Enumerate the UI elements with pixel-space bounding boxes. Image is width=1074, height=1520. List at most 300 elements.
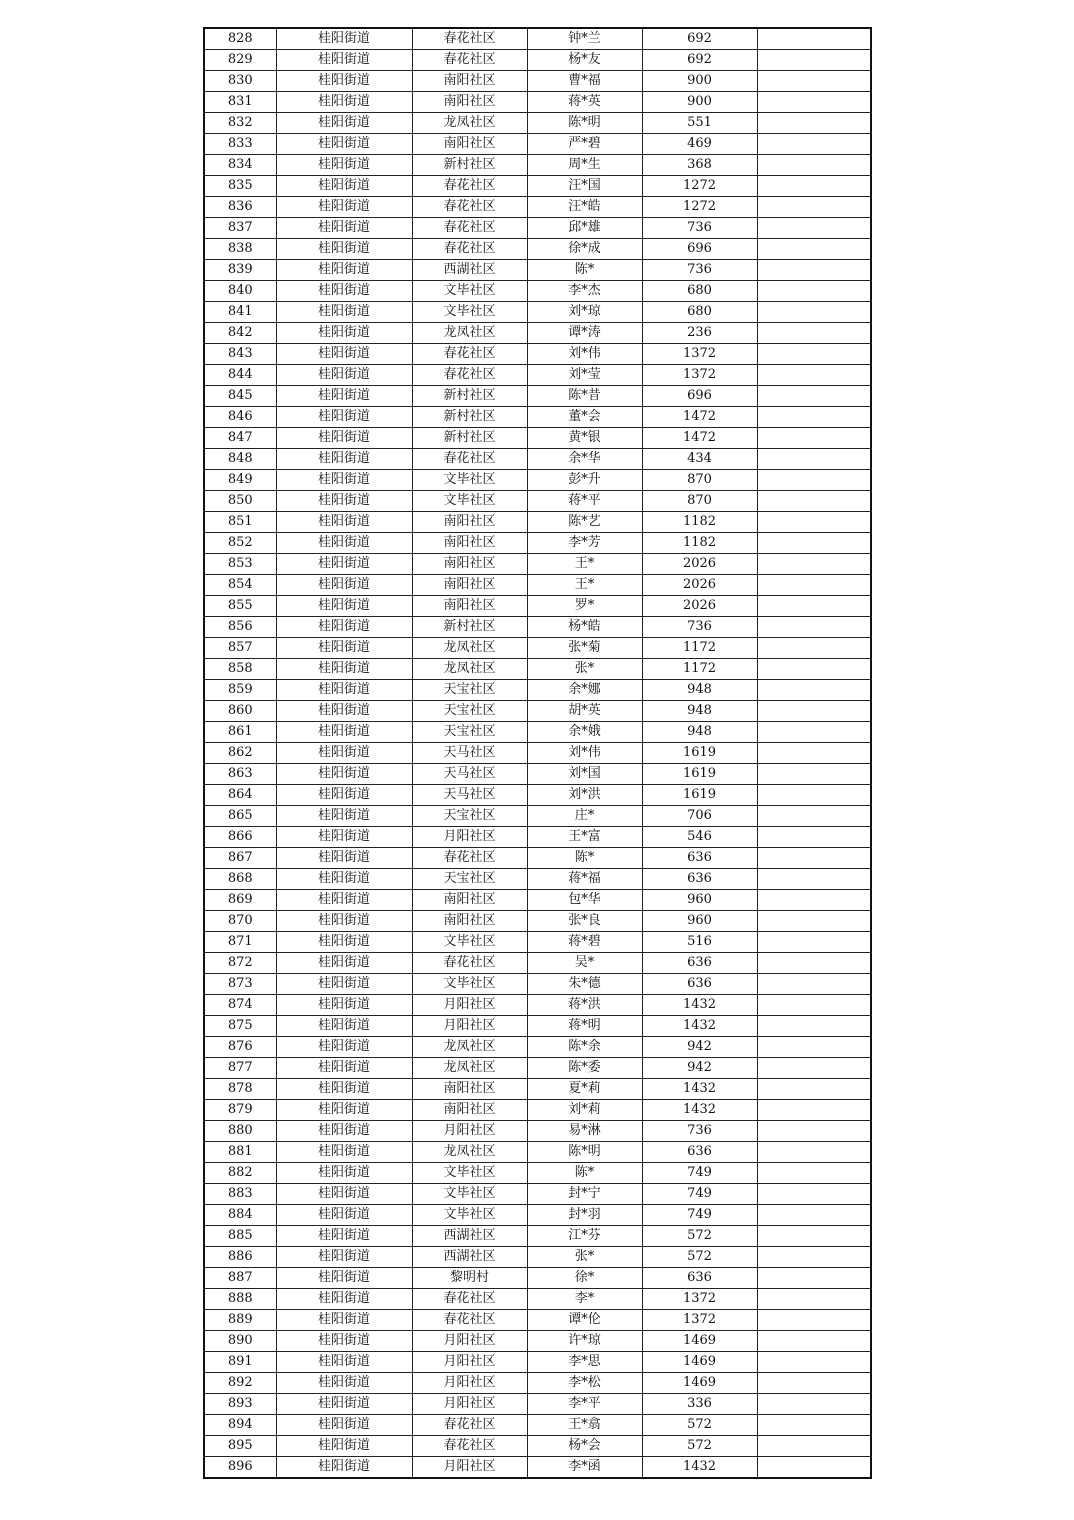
- table-row: [204, 554, 871, 575]
- amount-cell: 1432: [642, 1100, 757, 1121]
- community-cell: 黎明村: [412, 1268, 527, 1289]
- row-number-cell: 832: [204, 113, 276, 134]
- remark-cell: [757, 533, 871, 554]
- remark-cell: [757, 638, 871, 659]
- name-cell: 易*淋: [527, 1121, 642, 1142]
- community-cell: 春花社区: [412, 344, 527, 365]
- table-row: [204, 260, 871, 281]
- street-cell: 桂阳街道: [276, 953, 412, 974]
- street-cell: 桂阳街道: [276, 1394, 412, 1415]
- table-row: [204, 764, 871, 785]
- community-cell: 南阳社区: [412, 554, 527, 575]
- remark-cell: [757, 995, 871, 1016]
- community-cell: 月阳社区: [412, 1373, 527, 1394]
- street-cell: 桂阳街道: [276, 1100, 412, 1121]
- row-number-cell: 872: [204, 953, 276, 974]
- name-cell: 谭*伦: [527, 1310, 642, 1331]
- table-row: [204, 974, 871, 995]
- table-row: [204, 1184, 871, 1205]
- remark-cell: [757, 974, 871, 995]
- table-row: [204, 407, 871, 428]
- table-row: [204, 617, 871, 638]
- name-cell: 陈*明: [527, 1142, 642, 1163]
- community-cell: 文毕社区: [412, 491, 527, 512]
- street-cell: 桂阳街道: [276, 743, 412, 764]
- row-number-cell: 836: [204, 197, 276, 218]
- community-cell: 西湖社区: [412, 1247, 527, 1268]
- remark-cell: [757, 239, 871, 260]
- amount-cell: 1469: [642, 1331, 757, 1352]
- remark-cell: [757, 1184, 871, 1205]
- amount-cell: 960: [642, 890, 757, 911]
- remark-cell: [757, 281, 871, 302]
- name-cell: 吴*: [527, 953, 642, 974]
- amount-cell: 960: [642, 911, 757, 932]
- community-cell: 春花社区: [412, 28, 527, 50]
- name-cell: 刘*伟: [527, 344, 642, 365]
- table-row: [204, 806, 871, 827]
- name-cell: 罗*: [527, 596, 642, 617]
- name-cell: 李*松: [527, 1373, 642, 1394]
- table-row: [204, 1310, 871, 1331]
- name-cell: 李*杰: [527, 281, 642, 302]
- table-row: [204, 134, 871, 155]
- remark-cell: [757, 596, 871, 617]
- data-table: [203, 27, 872, 1479]
- street-cell: 桂阳街道: [276, 533, 412, 554]
- remark-cell: [757, 1289, 871, 1310]
- amount-cell: 749: [642, 1184, 757, 1205]
- street-cell: 桂阳街道: [276, 323, 412, 344]
- amount-cell: 680: [642, 302, 757, 323]
- community-cell: 天宝社区: [412, 680, 527, 701]
- community-cell: 春花社区: [412, 1436, 527, 1457]
- street-cell: 桂阳街道: [276, 1310, 412, 1331]
- row-number-cell: 857: [204, 638, 276, 659]
- row-number-cell: 851: [204, 512, 276, 533]
- community-cell: 龙凤社区: [412, 113, 527, 134]
- street-cell: 桂阳街道: [276, 155, 412, 176]
- name-cell: 王*: [527, 575, 642, 596]
- street-cell: 桂阳街道: [276, 659, 412, 680]
- remark-cell: [757, 785, 871, 806]
- street-cell: 桂阳街道: [276, 1163, 412, 1184]
- community-cell: 春花社区: [412, 449, 527, 470]
- remark-cell: [757, 1247, 871, 1268]
- amount-cell: 236: [642, 323, 757, 344]
- name-cell: 蒋*明: [527, 1016, 642, 1037]
- street-cell: 桂阳街道: [276, 1268, 412, 1289]
- remark-cell: [757, 71, 871, 92]
- remark-cell: [757, 1163, 871, 1184]
- name-cell: 包*华: [527, 890, 642, 911]
- community-cell: 新村社区: [412, 617, 527, 638]
- amount-cell: 368: [642, 155, 757, 176]
- row-number-cell: 892: [204, 1373, 276, 1394]
- table-row: [204, 1268, 871, 1289]
- community-cell: 南阳社区: [412, 512, 527, 533]
- street-cell: 桂阳街道: [276, 365, 412, 386]
- name-cell: 陈*: [527, 848, 642, 869]
- community-cell: 天宝社区: [412, 722, 527, 743]
- community-cell: 南阳社区: [412, 92, 527, 113]
- amount-cell: 948: [642, 680, 757, 701]
- street-cell: 桂阳街道: [276, 302, 412, 323]
- row-number-cell: 871: [204, 932, 276, 953]
- street-cell: 桂阳街道: [276, 890, 412, 911]
- remark-cell: [757, 176, 871, 197]
- remark-cell: [757, 911, 871, 932]
- row-number-cell: 861: [204, 722, 276, 743]
- table-row: [204, 743, 871, 764]
- community-cell: 月阳社区: [412, 1121, 527, 1142]
- community-cell: 文毕社区: [412, 1163, 527, 1184]
- community-cell: 月阳社区: [412, 995, 527, 1016]
- community-cell: 新村社区: [412, 155, 527, 176]
- community-cell: 南阳社区: [412, 911, 527, 932]
- table-row: [204, 281, 871, 302]
- amount-cell: 2026: [642, 554, 757, 575]
- street-cell: 桂阳街道: [276, 932, 412, 953]
- street-cell: 桂阳街道: [276, 71, 412, 92]
- street-cell: 桂阳街道: [276, 407, 412, 428]
- table-row: [204, 239, 871, 260]
- row-number-cell: 894: [204, 1415, 276, 1436]
- table-row: [204, 1079, 871, 1100]
- community-cell: 文毕社区: [412, 470, 527, 491]
- name-cell: 严*碧: [527, 134, 642, 155]
- remark-cell: [757, 1205, 871, 1226]
- remark-cell: [757, 869, 871, 890]
- name-cell: 汪*国: [527, 176, 642, 197]
- table-row: [204, 1142, 871, 1163]
- row-number-cell: 847: [204, 428, 276, 449]
- table-row: [204, 155, 871, 176]
- table-row: [204, 1226, 871, 1247]
- amount-cell: 572: [642, 1415, 757, 1436]
- amount-cell: 900: [642, 92, 757, 113]
- name-cell: 蒋*平: [527, 491, 642, 512]
- table-row: [204, 1205, 871, 1226]
- remark-cell: [757, 932, 871, 953]
- row-number-cell: 877: [204, 1058, 276, 1079]
- community-cell: 文毕社区: [412, 932, 527, 953]
- name-cell: 李*思: [527, 1352, 642, 1373]
- remark-cell: [757, 449, 871, 470]
- row-number-cell: 881: [204, 1142, 276, 1163]
- table-row: [204, 197, 871, 218]
- street-cell: 桂阳街道: [276, 344, 412, 365]
- table-row: [204, 344, 871, 365]
- name-cell: 陈*艺: [527, 512, 642, 533]
- street-cell: 桂阳街道: [276, 260, 412, 281]
- amount-cell: 1272: [642, 176, 757, 197]
- table-row: [204, 428, 871, 449]
- remark-cell: [757, 953, 871, 974]
- community-cell: 文毕社区: [412, 1184, 527, 1205]
- community-cell: 龙凤社区: [412, 1058, 527, 1079]
- name-cell: 汪*皓: [527, 197, 642, 218]
- amount-cell: 696: [642, 239, 757, 260]
- remark-cell: [757, 1268, 871, 1289]
- name-cell: 李*: [527, 1289, 642, 1310]
- row-number-cell: 852: [204, 533, 276, 554]
- community-cell: 南阳社区: [412, 533, 527, 554]
- remark-cell: [757, 50, 871, 71]
- community-cell: 月阳社区: [412, 1016, 527, 1037]
- name-cell: 许*琼: [527, 1331, 642, 1352]
- street-cell: 桂阳街道: [276, 1247, 412, 1268]
- remark-cell: [757, 659, 871, 680]
- street-cell: 桂阳街道: [276, 617, 412, 638]
- row-number-cell: 891: [204, 1352, 276, 1373]
- community-cell: 春花社区: [412, 50, 527, 71]
- name-cell: 邱*雄: [527, 218, 642, 239]
- amount-cell: 948: [642, 701, 757, 722]
- name-cell: 徐*: [527, 1268, 642, 1289]
- street-cell: 桂阳街道: [276, 1457, 412, 1479]
- name-cell: 陈*余: [527, 1037, 642, 1058]
- community-cell: 月阳社区: [412, 827, 527, 848]
- name-cell: 周*生: [527, 155, 642, 176]
- remark-cell: [757, 764, 871, 785]
- amount-cell: 2026: [642, 575, 757, 596]
- name-cell: 杨*会: [527, 1436, 642, 1457]
- row-number-cell: 869: [204, 890, 276, 911]
- name-cell: 刘*伟: [527, 743, 642, 764]
- table-row: [204, 218, 871, 239]
- table-row: [204, 470, 871, 491]
- row-number-cell: 865: [204, 806, 276, 827]
- remark-cell: [757, 680, 871, 701]
- amount-cell: 692: [642, 28, 757, 50]
- street-cell: 桂阳街道: [276, 218, 412, 239]
- name-cell: 王*翕: [527, 1415, 642, 1436]
- community-cell: 南阳社区: [412, 71, 527, 92]
- amount-cell: 636: [642, 1268, 757, 1289]
- name-cell: 余*娜: [527, 680, 642, 701]
- amount-cell: 749: [642, 1205, 757, 1226]
- row-number-cell: 839: [204, 260, 276, 281]
- street-cell: 桂阳街道: [276, 176, 412, 197]
- amount-cell: 336: [642, 1394, 757, 1415]
- remark-cell: [757, 113, 871, 134]
- amount-cell: 551: [642, 113, 757, 134]
- row-number-cell: 880: [204, 1121, 276, 1142]
- remark-cell: [757, 302, 871, 323]
- table-row: [204, 848, 871, 869]
- remark-cell: [757, 1016, 871, 1037]
- table-row: [204, 113, 871, 134]
- amount-cell: 1619: [642, 743, 757, 764]
- row-number-cell: 837: [204, 218, 276, 239]
- amount-cell: 1432: [642, 1457, 757, 1479]
- row-number-cell: 878: [204, 1079, 276, 1100]
- table-row: [204, 1457, 871, 1479]
- remark-cell: [757, 260, 871, 281]
- name-cell: 陈*昔: [527, 386, 642, 407]
- street-cell: 桂阳街道: [276, 1037, 412, 1058]
- table-row: [204, 869, 871, 890]
- name-cell: 张*良: [527, 911, 642, 932]
- street-cell: 桂阳街道: [276, 1289, 412, 1310]
- name-cell: 陈*: [527, 260, 642, 281]
- name-cell: 刘*莉: [527, 1100, 642, 1121]
- remark-cell: [757, 617, 871, 638]
- street-cell: 桂阳街道: [276, 491, 412, 512]
- table-row: [204, 1436, 871, 1457]
- name-cell: 陈*委: [527, 1058, 642, 1079]
- table-row: [204, 1352, 871, 1373]
- remark-cell: [757, 470, 871, 491]
- row-number-cell: 882: [204, 1163, 276, 1184]
- amount-cell: 736: [642, 260, 757, 281]
- table-row: [204, 785, 871, 806]
- amount-cell: 736: [642, 218, 757, 239]
- table-row: [204, 1331, 871, 1352]
- community-cell: 春花社区: [412, 365, 527, 386]
- table-row: [204, 638, 871, 659]
- community-cell: 春花社区: [412, 176, 527, 197]
- remark-cell: [757, 1373, 871, 1394]
- community-cell: 春花社区: [412, 197, 527, 218]
- row-number-cell: 835: [204, 176, 276, 197]
- name-cell: 李*芳: [527, 533, 642, 554]
- table-row: [204, 1289, 871, 1310]
- name-cell: 刘*琼: [527, 302, 642, 323]
- community-cell: 春花社区: [412, 218, 527, 239]
- amount-cell: 546: [642, 827, 757, 848]
- remark-cell: [757, 1142, 871, 1163]
- row-number-cell: 867: [204, 848, 276, 869]
- street-cell: 桂阳街道: [276, 701, 412, 722]
- table-row: [204, 890, 871, 911]
- table-row: [204, 932, 871, 953]
- table-row: [204, 323, 871, 344]
- amount-cell: 1432: [642, 1016, 757, 1037]
- table-row: [204, 680, 871, 701]
- community-cell: 龙凤社区: [412, 659, 527, 680]
- street-cell: 桂阳街道: [276, 638, 412, 659]
- community-cell: 龙凤社区: [412, 323, 527, 344]
- community-cell: 春花社区: [412, 848, 527, 869]
- street-cell: 桂阳街道: [276, 1121, 412, 1142]
- table-row: [204, 1373, 871, 1394]
- row-number-cell: 863: [204, 764, 276, 785]
- street-cell: 桂阳街道: [276, 113, 412, 134]
- table-row: [204, 827, 871, 848]
- name-cell: 余*娥: [527, 722, 642, 743]
- row-number-cell: 838: [204, 239, 276, 260]
- street-cell: 桂阳街道: [276, 1184, 412, 1205]
- amount-cell: 1372: [642, 1289, 757, 1310]
- row-number-cell: 886: [204, 1247, 276, 1268]
- amount-cell: 1272: [642, 197, 757, 218]
- row-number-cell: 858: [204, 659, 276, 680]
- community-cell: 文毕社区: [412, 974, 527, 995]
- remark-cell: [757, 1058, 871, 1079]
- table-row: [204, 1016, 871, 1037]
- amount-cell: 434: [642, 449, 757, 470]
- community-cell: 南阳社区: [412, 1100, 527, 1121]
- remark-cell: [757, 344, 871, 365]
- community-cell: 春花社区: [412, 239, 527, 260]
- remark-cell: [757, 1310, 871, 1331]
- amount-cell: 870: [642, 491, 757, 512]
- row-number-cell: 876: [204, 1037, 276, 1058]
- street-cell: 桂阳街道: [276, 974, 412, 995]
- row-number-cell: 890: [204, 1331, 276, 1352]
- remark-cell: [757, 722, 871, 743]
- name-cell: 王*: [527, 554, 642, 575]
- community-cell: 月阳社区: [412, 1394, 527, 1415]
- table-row: [204, 533, 871, 554]
- community-cell: 文毕社区: [412, 1205, 527, 1226]
- community-cell: 月阳社区: [412, 1331, 527, 1352]
- name-cell: 封*羽: [527, 1205, 642, 1226]
- street-cell: 桂阳街道: [276, 470, 412, 491]
- street-cell: 桂阳街道: [276, 1436, 412, 1457]
- row-number-cell: 895: [204, 1436, 276, 1457]
- row-number-cell: 889: [204, 1310, 276, 1331]
- street-cell: 桂阳街道: [276, 869, 412, 890]
- name-cell: 余*华: [527, 449, 642, 470]
- amount-cell: 1432: [642, 995, 757, 1016]
- table-row: [204, 1121, 871, 1142]
- name-cell: 钟*兰: [527, 28, 642, 50]
- street-cell: 桂阳街道: [276, 827, 412, 848]
- row-number-cell: 859: [204, 680, 276, 701]
- name-cell: 曹*福: [527, 71, 642, 92]
- remark-cell: [757, 743, 871, 764]
- community-cell: 西湖社区: [412, 1226, 527, 1247]
- name-cell: 彭*升: [527, 470, 642, 491]
- amount-cell: 469: [642, 134, 757, 155]
- name-cell: 张*菊: [527, 638, 642, 659]
- community-cell: 南阳社区: [412, 890, 527, 911]
- street-cell: 桂阳街道: [276, 134, 412, 155]
- street-cell: 桂阳街道: [276, 1058, 412, 1079]
- community-cell: 天马社区: [412, 785, 527, 806]
- row-number-cell: 873: [204, 974, 276, 995]
- remark-cell: [757, 1079, 871, 1100]
- row-number-cell: 830: [204, 71, 276, 92]
- name-cell: 谭*涛: [527, 323, 642, 344]
- name-cell: 李*函: [527, 1457, 642, 1479]
- street-cell: 桂阳街道: [276, 596, 412, 617]
- name-cell: 刘*莹: [527, 365, 642, 386]
- name-cell: 陈*明: [527, 113, 642, 134]
- name-cell: 李*平: [527, 1394, 642, 1415]
- table-row: [204, 575, 871, 596]
- street-cell: 桂阳街道: [276, 1352, 412, 1373]
- amount-cell: 696: [642, 386, 757, 407]
- amount-cell: 736: [642, 1121, 757, 1142]
- remark-cell: [757, 1436, 871, 1457]
- remark-cell: [757, 1457, 871, 1479]
- amount-cell: 636: [642, 869, 757, 890]
- table-row: [204, 995, 871, 1016]
- table-body: [204, 28, 871, 1478]
- name-cell: 庄*: [527, 806, 642, 827]
- remark-cell: [757, 1331, 871, 1352]
- remark-cell: [757, 575, 871, 596]
- row-number-cell: 879: [204, 1100, 276, 1121]
- name-cell: 董*会: [527, 407, 642, 428]
- name-cell: 黄*银: [527, 428, 642, 449]
- table-row: [204, 71, 871, 92]
- street-cell: 桂阳街道: [276, 680, 412, 701]
